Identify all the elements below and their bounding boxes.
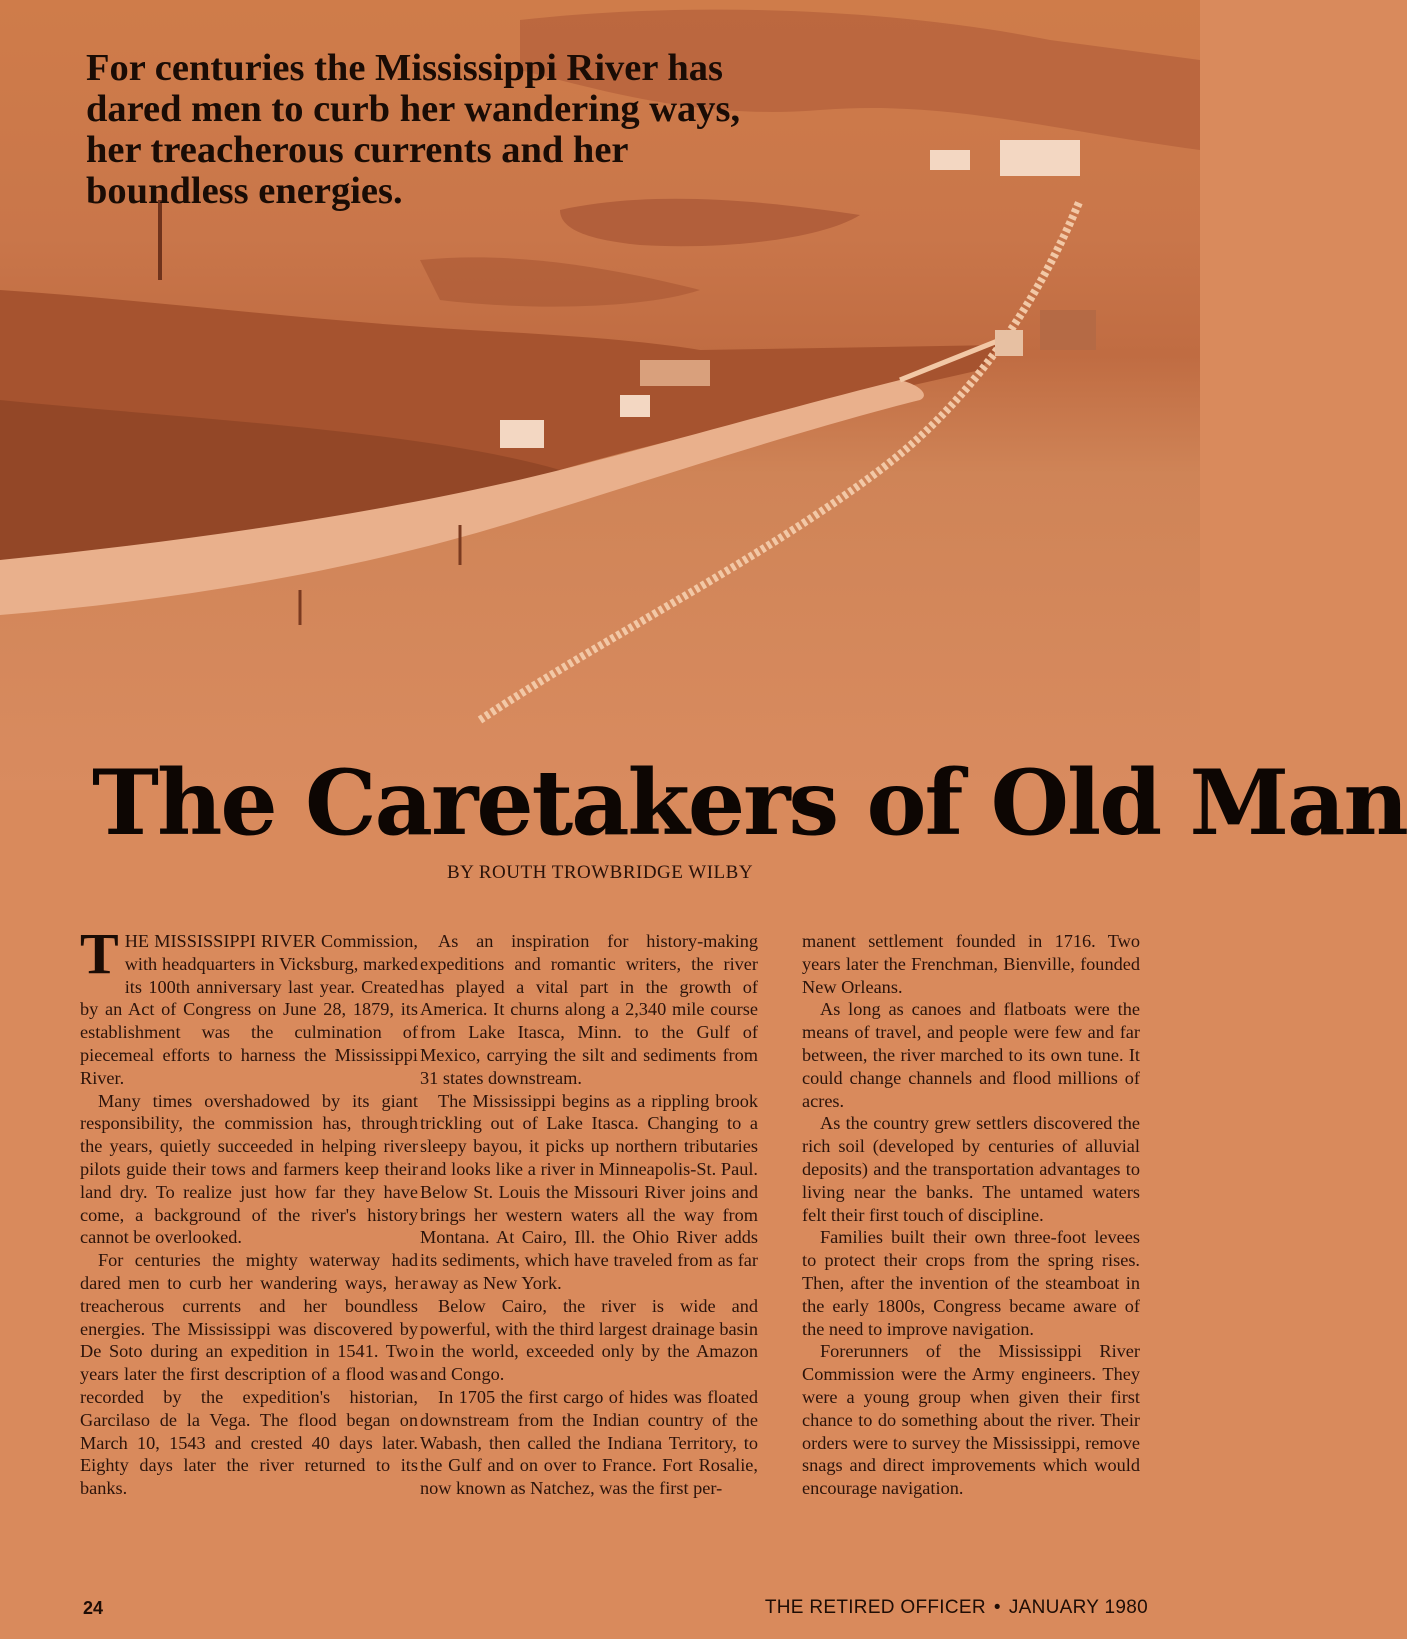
article-paragraph: Forerunners of the Mississippi River Commission were the Army engineers. They were a young group when given their first chance to do something about the river. Their orders were to survey the Mississippi, remove snags and direct improvements which would encourage navigation. <box>802 1341 1140 1499</box>
article-paragraph: Families built their own three-foot levees to protect their crops from the spring rises. Then, after the invention of the steamboat in the early 1800s, Congress became aware of the need to improve navigation. <box>802 1227 1140 1339</box>
article-paragraph: As long as canoes and flatboats were the means of travel, and people were few and far between, the river marched to its own tune. It could change channels and flood millions of acres. <box>802 999 1140 1111</box>
page-number: 24 <box>83 1598 104 1618</box>
article-paragraph: For centuries the mighty waterway had dared men to curb her wandering ways, her treacherous currents and her boundless energies. The Mississippi was discovered by De Soto during an expedition in 1541. Two years later the first description of a flood was recorded by the expedition's historian, Garcilaso de la Vega. The flood began on March 10, 1543 and crested 40 days later. Eighty days later the river returned to its banks. <box>80 1250 418 1499</box>
byline: BY ROUTH TROWBRIDGE WILBY <box>446 862 754 883</box>
article-paragraph: The Mississippi begins as a rippling brook trickling out of Lake Itasca. Changing to a sleepy bayou, it picks up northern tributaries and looks like a river in Minneapolis-St. Paul. Below St. Louis the Missouri River joins and brings her western waters all the way from Montana. At Cairo, Ill. the Ohio River adds its sediments, which have traveled from as far away as New York. <box>420 1090 758 1293</box>
article-paragraph: In 1705 the first cargo of hides was floated downstream from the Indian country of the Wabash, then called the Indiana Territory, to the Gulf and on over to France. Fort Rosalie, now known as Natchez, was the first per- <box>420 1386 758 1499</box>
publication-name: THE RETIRED OFFICER <box>764 1597 986 1618</box>
article-column-3 <box>802 930 1140 1500</box>
article-paragraph <box>80 921 418 1090</box>
drop-cap: T <box>80 921 119 986</box>
issue-date: JANUARY 1980 <box>1008 1597 1148 1618</box>
article-column-2 <box>420 930 758 1500</box>
running-footer <box>765 1597 1148 1619</box>
article-paragraph: manent settlement founded in 1716. Two years later the Frenchman, Bienville, founded New Orleans. <box>802 931 1140 997</box>
paragraph-text: HE MISSISSIPPI RIVER Commission, with headquarters in Vicksburg, marked its 100th anniversary last year. Created by an Act of Congress on June 28, 1879, its establishment was the culmination of piecemeal efforts to harness the Mississippi River. <box>80 931 418 1088</box>
headline: The Caretakers of Old Man <box>92 750 1407 856</box>
article-paragraph: As an inspiration for history-making expeditions and romantic writers, the river has played a vital part in the growth of America. It churns along a 2,340 mile course from Lake Itasca, Minn. to the Gulf of Mexico, carrying the silt and sediments from 31 states downstream. <box>420 931 758 1088</box>
bullet-separator: • <box>993 1597 1001 1618</box>
article-paragraph: As the country grew settlers discovered the rich soil (developed by centuries of alluvial deposits) and the transportation advantages to living near the banks. The untamed waters felt their first touch of discipline. <box>802 1113 1140 1225</box>
article-column-1 <box>80 921 418 1500</box>
article-paragraph: Many times overshadowed by its giant responsibility, the commission has, through the years, quietly succeeded in helping river pilots guide their tows and farmers keep their land dry. To realize just how far they have come, a background of the river's history cannot be overlooked. <box>80 1090 418 1248</box>
article-paragraph: Below Cairo, the river is wide and powerful, with the third largest drainage basin in the world, exceeded only by the Amazon and Congo. <box>420 1295 758 1385</box>
deck-text: For centuries the Mississippi River has dared men to curb her wandering ways, her treacherous currents and her boundless energies. <box>86 47 741 212</box>
